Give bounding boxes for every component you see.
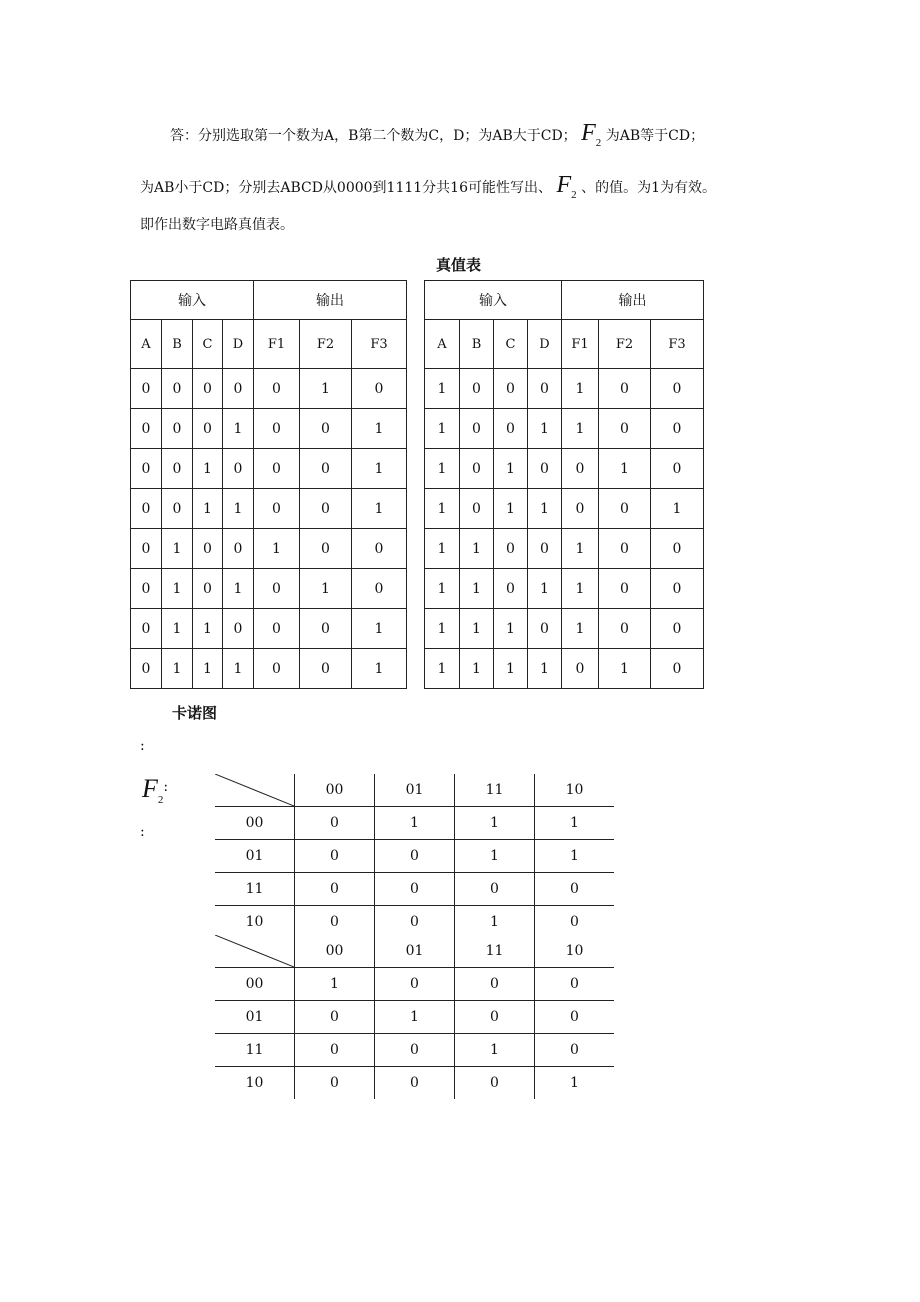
table-cell: 1 xyxy=(300,569,352,609)
table-cell: 0 xyxy=(162,449,193,489)
kmap-col-header: 11 xyxy=(455,935,535,968)
table-cell: 0 xyxy=(651,369,704,409)
kmap-col-header: 10 xyxy=(535,935,615,968)
kmap-col-header: 00 xyxy=(295,774,375,807)
table-cell: 0 xyxy=(254,369,300,409)
kmap-col-header: 10 xyxy=(535,774,615,807)
table-cell: 0 xyxy=(223,369,254,409)
column-header: D xyxy=(528,320,562,369)
column-header: F1 xyxy=(562,320,599,369)
kmap-cell: 1 xyxy=(455,906,535,939)
kmap-cell: 0 xyxy=(295,873,375,906)
table-cell: 1 xyxy=(460,529,494,569)
kmap-row-header: 11 xyxy=(215,1034,295,1067)
table-cell: 0 xyxy=(494,369,528,409)
table-cell: 0 xyxy=(300,649,352,689)
table-cell: 0 xyxy=(223,529,254,569)
table-cell: 0 xyxy=(352,529,407,569)
column-header: A xyxy=(131,320,162,369)
table-cell: 1 xyxy=(352,449,407,489)
table-cell: 1 xyxy=(223,569,254,609)
table-cell: 0 xyxy=(162,369,193,409)
table-cell: 1 xyxy=(223,409,254,449)
kmap-row-header: 01 xyxy=(215,840,295,873)
kmap-cell: 1 xyxy=(295,968,375,1001)
table-cell: 1 xyxy=(528,569,562,609)
table-cell: 1 xyxy=(425,529,460,569)
table-cell: 0 xyxy=(494,529,528,569)
column-header: F3 xyxy=(352,320,407,369)
table-cell: 1 xyxy=(254,529,300,569)
table-cell: 0 xyxy=(562,649,599,689)
table-cell: 1 xyxy=(352,609,407,649)
table-cell: 1 xyxy=(562,529,599,569)
table-cell: 0 xyxy=(651,409,704,449)
kmap-row-header: 01 xyxy=(215,1001,295,1034)
diagonal-line xyxy=(215,774,294,806)
table-cell: 1 xyxy=(599,649,651,689)
f2-symbol: $F_2$ xyxy=(142,774,164,807)
table-cell: 0 xyxy=(651,649,704,689)
table-cell: 0 xyxy=(193,529,223,569)
table-cell: 0 xyxy=(528,529,562,569)
karnaugh-map-2 xyxy=(215,935,614,1099)
table-cell: 1 xyxy=(494,449,528,489)
kmap-cell: 0 xyxy=(375,968,455,1001)
table-cell: 0 xyxy=(254,409,300,449)
kmap-title: 卡诺图 xyxy=(172,704,218,722)
table-cell: 1 xyxy=(599,449,651,489)
table-cell: 1 xyxy=(562,409,599,449)
table-cell: 1 xyxy=(193,449,223,489)
table-cell: 0 xyxy=(651,569,704,609)
table-cell: 0 xyxy=(599,529,651,569)
table-cell: 0 xyxy=(562,489,599,529)
kmap-cell: 0 xyxy=(295,906,375,939)
output-group-header: 输出 xyxy=(562,281,704,320)
input-group-header: 输入 xyxy=(131,281,254,320)
kmap-corner xyxy=(215,774,295,807)
f2-symbol: $F_2$ xyxy=(556,172,577,201)
table-cell: 0 xyxy=(599,369,651,409)
column-header: C xyxy=(494,320,528,369)
table-cell: 0 xyxy=(494,409,528,449)
kmap-cell: 0 xyxy=(535,1034,615,1067)
table-cell: 1 xyxy=(425,569,460,609)
kmap-cell: 1 xyxy=(455,1034,535,1067)
kmap-row-header: 00 xyxy=(215,807,295,840)
table-cell: 1 xyxy=(425,649,460,689)
kmap-cell: 0 xyxy=(455,968,535,1001)
table-cell: 0 xyxy=(651,609,704,649)
diagonal-line xyxy=(215,935,294,967)
truth-table xyxy=(130,280,704,689)
table-cell: 0 xyxy=(599,409,651,449)
table-cell: 0 xyxy=(528,369,562,409)
table-cell: 0 xyxy=(162,489,193,529)
table-cell: 0 xyxy=(131,529,162,569)
colon: : xyxy=(140,738,145,754)
table-cell: 0 xyxy=(254,489,300,529)
paragraph-text: 为AB小于CD；分别去ABCD从0000到1111分共16可能性写出、 xyxy=(140,180,553,196)
table-cell: 0 xyxy=(193,369,223,409)
truth-table-title: 真值表 xyxy=(436,256,482,274)
table-cell: 1 xyxy=(193,649,223,689)
kmap-cell: 0 xyxy=(455,1001,535,1034)
kmap-cell: 0 xyxy=(455,873,535,906)
paragraph-line-1 xyxy=(170,120,704,149)
kmap-col-header: 01 xyxy=(375,935,455,968)
table-cell: 1 xyxy=(162,609,193,649)
table-cell: 0 xyxy=(460,409,494,449)
table-cell: 1 xyxy=(352,649,407,689)
table-cell: 1 xyxy=(193,609,223,649)
table-cell: 0 xyxy=(599,609,651,649)
kmap-cell: 1 xyxy=(375,807,455,840)
table-cell: 0 xyxy=(460,449,494,489)
table-cell: 0 xyxy=(562,449,599,489)
table-cell: 1 xyxy=(528,649,562,689)
kmap-cell: 0 xyxy=(375,1067,455,1100)
kmap-row-header: 11 xyxy=(215,873,295,906)
table-cell: 1 xyxy=(193,489,223,529)
table-cell: 0 xyxy=(193,569,223,609)
table-cell: 1 xyxy=(223,489,254,529)
table-cell: 1 xyxy=(352,409,407,449)
table-cell: 1 xyxy=(460,649,494,689)
table-cell: 0 xyxy=(599,569,651,609)
kmap-cell: 0 xyxy=(295,1001,375,1034)
table-cell: 0 xyxy=(131,369,162,409)
kmap-cell: 1 xyxy=(535,1067,615,1100)
kmap-f2-label: $F_2$: xyxy=(142,774,169,807)
table-cell: 0 xyxy=(300,609,352,649)
column-header: C xyxy=(193,320,223,369)
column-header: A xyxy=(425,320,460,369)
kmap-cell: 0 xyxy=(295,840,375,873)
kmap-row-header: 10 xyxy=(245,1075,264,1091)
kmap-cell: 0 xyxy=(535,968,615,1001)
table-cell: 0 xyxy=(254,609,300,649)
table-cell: 1 xyxy=(425,489,460,529)
table-cell: 0 xyxy=(223,449,254,489)
table-cell: 0 xyxy=(131,649,162,689)
table-cell: 0 xyxy=(599,489,651,529)
table-cell: 0 xyxy=(131,449,162,489)
kmap-cell: 0 xyxy=(295,807,375,840)
table-cell: 0 xyxy=(460,489,494,529)
table-cell: 0 xyxy=(300,449,352,489)
table-cell: 1 xyxy=(425,369,460,409)
table-cell: 0 xyxy=(300,489,352,529)
kmap-corner xyxy=(215,935,295,968)
table-cell: 0 xyxy=(131,409,162,449)
input-group-header: 输入 xyxy=(425,281,562,320)
table-cell: 1 xyxy=(494,609,528,649)
column-header: F1 xyxy=(254,320,300,369)
kmap-row-header: 00 xyxy=(215,968,295,1001)
colon: : xyxy=(140,824,145,840)
kmap-cell: 0 xyxy=(375,873,455,906)
table-cell: 1 xyxy=(162,649,193,689)
kmap-col-header: 01 xyxy=(375,774,455,807)
kmap-cell: 1 xyxy=(455,807,535,840)
kmap-cell: 1 xyxy=(535,840,615,873)
table-cell: 1 xyxy=(651,489,704,529)
kmap-cell: 0 xyxy=(535,873,615,906)
table-cell: 1 xyxy=(494,489,528,529)
table-cell: 0 xyxy=(460,369,494,409)
table-cell: 0 xyxy=(254,649,300,689)
kmap-row-header: 10 xyxy=(245,914,264,930)
table-cell: 0 xyxy=(528,609,562,649)
kmap-cell: 1 xyxy=(455,840,535,873)
kmap-cell: 0 xyxy=(455,1067,535,1100)
table-cell: 1 xyxy=(162,529,193,569)
paragraph-line-2 xyxy=(140,172,716,201)
kmap-cell: 0 xyxy=(535,906,615,939)
table-cell: 1 xyxy=(562,369,599,409)
table-cell: 0 xyxy=(162,409,193,449)
output-group-header: 输出 xyxy=(254,281,407,320)
kmap-cell: 0 xyxy=(375,840,455,873)
table-cell: 0 xyxy=(131,569,162,609)
column-header: D xyxy=(223,320,254,369)
paragraph-text: 为AB等于CD； xyxy=(605,128,705,144)
kmap-cell: 0 xyxy=(535,1001,615,1034)
paragraph-text: 、的值。为1为有效。 xyxy=(581,180,717,196)
kmap-cell: 0 xyxy=(295,1067,375,1100)
table-cell: 0 xyxy=(651,529,704,569)
table-cell: 0 xyxy=(651,449,704,489)
table-cell: 0 xyxy=(528,449,562,489)
kmap-cell: 0 xyxy=(375,1034,455,1067)
kmap-cell: 0 xyxy=(375,906,455,939)
table-gap xyxy=(407,281,425,689)
table-cell: 1 xyxy=(460,609,494,649)
paragraph-line-3: 即作出数字电路真值表。 xyxy=(140,217,294,233)
table-cell: 1 xyxy=(425,409,460,449)
kmap-col-header: 11 xyxy=(455,774,535,807)
table-cell: 1 xyxy=(528,489,562,529)
table-cell: 0 xyxy=(193,409,223,449)
table-cell: 1 xyxy=(162,569,193,609)
table-cell: 0 xyxy=(254,449,300,489)
table-cell: 0 xyxy=(223,609,254,649)
table-cell: 0 xyxy=(300,529,352,569)
table-cell: 0 xyxy=(494,569,528,609)
table-cell: 1 xyxy=(352,489,407,529)
table-cell: 0 xyxy=(131,609,162,649)
karnaugh-map-1 xyxy=(215,774,614,938)
table-cell: 0 xyxy=(300,409,352,449)
table-cell: 1 xyxy=(562,609,599,649)
table-cell: 1 xyxy=(425,609,460,649)
kmap-cell: 1 xyxy=(375,1001,455,1034)
column-header: B xyxy=(162,320,193,369)
table-cell: 1 xyxy=(562,569,599,609)
kmap-col-header: 00 xyxy=(295,935,375,968)
kmap-cell: 1 xyxy=(535,807,615,840)
column-header: B xyxy=(460,320,494,369)
table-cell: 0 xyxy=(131,489,162,529)
column-header: F2 xyxy=(599,320,651,369)
table-cell: 1 xyxy=(460,569,494,609)
table-cell: 1 xyxy=(494,649,528,689)
table-cell: 0 xyxy=(254,569,300,609)
f2-symbol: $F_2$ xyxy=(581,120,602,149)
table-cell: 0 xyxy=(352,369,407,409)
table-cell: 0 xyxy=(352,569,407,609)
paragraph-text: 答：分别选取第一个数为A，B第二个数为C，D；为AB大于CD； xyxy=(170,128,577,144)
table-cell: 1 xyxy=(425,449,460,489)
column-header: F2 xyxy=(300,320,352,369)
column-header: F3 xyxy=(651,320,704,369)
table-cell: 1 xyxy=(300,369,352,409)
table-cell: 1 xyxy=(528,409,562,449)
kmap-cell: 0 xyxy=(295,1034,375,1067)
table-cell: 1 xyxy=(223,649,254,689)
